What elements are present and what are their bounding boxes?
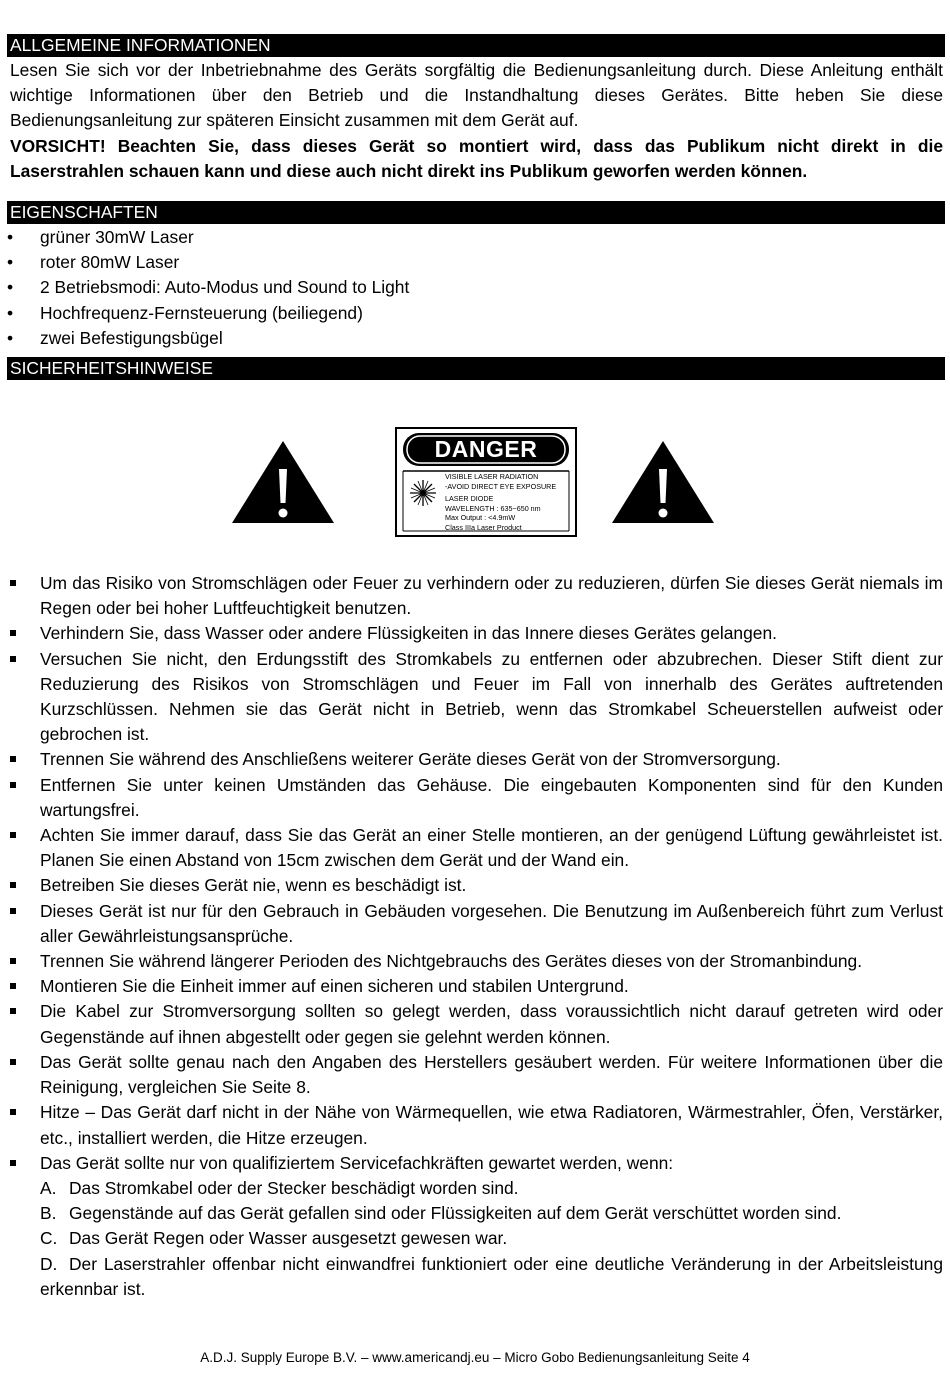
features-list [7,225,945,351]
warning-triangle-icon [610,439,716,525]
safety-item: Das Gerät sollte nur von qualifiziertem Servicefachkräften gewartet werden, wenn: [7,1151,945,1176]
warning-triangle-icon [230,439,336,525]
square-bullet-icon [10,958,16,964]
square-bullet-icon [10,1008,16,1014]
danger-line: -AVOID DIRECT EYE EXPOSURE [445,481,557,491]
danger-line: VISIBLE LASER RADIATION [445,472,539,482]
section-header-safety: SICHERHEITSHINWEISE [7,357,945,380]
caution-text: VORSICHT! Beachten Sie, dass dieses Gerät so montiert wird, dass das Publikum nicht direkt in die Laserstrahlen schauen kann und diese auch nicht direkt ins Publikum geworfen werden können. [10,135,943,181]
square-bullet-icon [10,656,16,662]
bullet-icon: • [7,277,14,298]
manual-page [7,34,945,1302]
bullet-icon: • [7,252,14,273]
square-bullet-icon [10,882,16,888]
danger-label [395,427,577,537]
danger-line: Class IIIa Laser Product [445,523,522,532]
feature-item: • zwei Befestigungsbügel [7,326,945,351]
safety-item: Das Gerät sollte genau nach den Angaben des Herstellers gesäubert werden. Für weitere Informationen über die Reinigung, vergleichen Sie Seite 8. [7,1050,945,1100]
safety-item: Die Kabel zur Stromversorgung sollten so gelegt werden, dass voraussichtlich nicht darauf getreten wird oder Gegenstände auf ihnen abgestellt oder gegen sie gelehnt werden können. [7,999,945,1049]
danger-line: WAVELENGTH : 635~650 nm [445,503,541,513]
square-bullet-icon [10,1109,16,1115]
safety-item: Versuchen Sie nicht, den Erdungsstift des Stromkabels zu entfernen oder abzubrechen. Dieser Stift dient zur Reduzierung des Risikos von Stromschlägen und Feuer im Fall von innerhalb des Gerätes auftretenden Kurzschlüssen. Nehmen sie das Gerät nicht in Betrieb, wenn das Stromkabel Scheuerstellen aufweist oder gebrochen ist. [7,647,945,748]
bullet-icon: • [7,327,14,348]
square-bullet-icon [10,983,16,989]
safety-item: Um das Risiko von Stromschlägen oder Feuer zu verhindern oder zu reduzieren, dürfen Sie dieses Gerät niemals im Regen oder bei hoher Luftfeuchtigkeit benutzen. [7,571,945,621]
service-subitem: C. Das Gerät Regen oder Wasser ausgesetzt gewesen war. [40,1228,508,1249]
warning-signs [7,381,945,571]
square-bullet-icon [10,908,16,914]
safety-item: Trennen Sie während längerer Perioden des Nichtgebrauchs des Gerätes dieses von der Stromanbindung. [7,949,945,974]
feature-item: • 2 Betriebsmodi: Auto-Modus und Sound to Light [7,275,945,300]
safety-item: Verhindern Sie, dass Wasser oder andere Flüssigkeiten in das Innere dieses Gerätes gelangen. [7,621,945,646]
safety-item: Dieses Gerät ist nur für den Gebrauch in Gebäuden vorgesehen. Die Benutzung im Außenbereich führt zum Verlust aller Gewährleistungsansprüche. [7,899,945,949]
square-bullet-icon [10,630,16,636]
service-subitem: B. Gegenstände auf das Gerät gefallen sind oder Flüssigkeiten auf dem Gerät verschüttet worden sind. [40,1203,842,1224]
safety-item: Entfernen Sie unter keinen Umständen das Gehäuse. Die eingebauten Komponenten sind für den Kunden wartungsfrei. [7,773,945,823]
feature-item: • roter 80mW Laser [7,250,945,275]
safety-item: Hitze – Das Gerät darf nicht in der Nähe von Wärmequellen, wie etwa Radiatoren, Wärmestrahler, Öfen, Verstärker, etc., installiert werden, die Hitze erzeugen. [7,1100,945,1150]
danger-line: LASER DIODE [445,494,494,504]
service-subitem: A. Das Stromkabel oder der Stecker beschädigt worden sind. [40,1177,519,1198]
square-bullet-icon [10,1059,16,1065]
square-bullet-icon [10,782,16,788]
bullet-icon: • [7,227,14,248]
safety-list [7,571,945,1176]
laser-starburst-icon [410,480,436,506]
feature-item: • grüner 30mW Laser [7,225,945,250]
general-text: Lesen Sie sich vor der Inbetriebnahme des Geräts sorgfältig die Bedienungsanleitung durch. Diese Anleitung enthält wichtige Informationen über den Betrieb und die Instandhaltung dieses Gerätes. Bitte heben Sie diese Bedienungsanleitung zur späteren Einsicht zusammen mit dem Gerät auf. [10,60,943,131]
square-bullet-icon [10,832,16,838]
danger-line: Max Output : <4.9mW [445,513,516,523]
safety-item: Achten Sie immer darauf, dass Sie das Gerät an einer Stelle montieren, an der genügend Lüftung gewährleistet ist. Planen Sie einen Abstand von 15cm zwischen dem Gerät und der Wand ein. [7,823,945,873]
section-header-general: ALLGEMEINE INFORMATIONEN [7,34,945,57]
danger-title: DANGER [434,436,538,463]
feature-item: • Hochfrequenz-Fernsteuerung (beiliegend) [7,301,945,326]
safety-item: Trennen Sie während des Anschließens weiterer Geräte dieses Gerät von der Stromversorgung. [7,747,945,772]
square-bullet-icon [10,756,16,762]
bullet-icon: • [7,302,14,323]
section-header-features: EIGENSCHAFTEN [7,201,945,224]
safety-item: Montieren Sie die Einheit immer auf einen sicheren und stabilen Untergrund. [7,974,945,999]
service-subitem: D. Der Laserstrahler offenbar nicht einwandfrei funktioniert oder eine deutliche Veränderung in der Arbeitsleistung erkennbar ist. [40,1253,943,1299]
safety-item: Betreiben Sie dieses Gerät nie, wenn es beschädigt ist. [7,873,945,898]
page-footer: A.D.J. Supply Europe B.V. – www.americandj.eu – Micro Gobo Bedienungsanleitung Seite 4 [200,1350,750,1365]
square-bullet-icon [10,580,16,586]
square-bullet-icon [10,1160,16,1166]
